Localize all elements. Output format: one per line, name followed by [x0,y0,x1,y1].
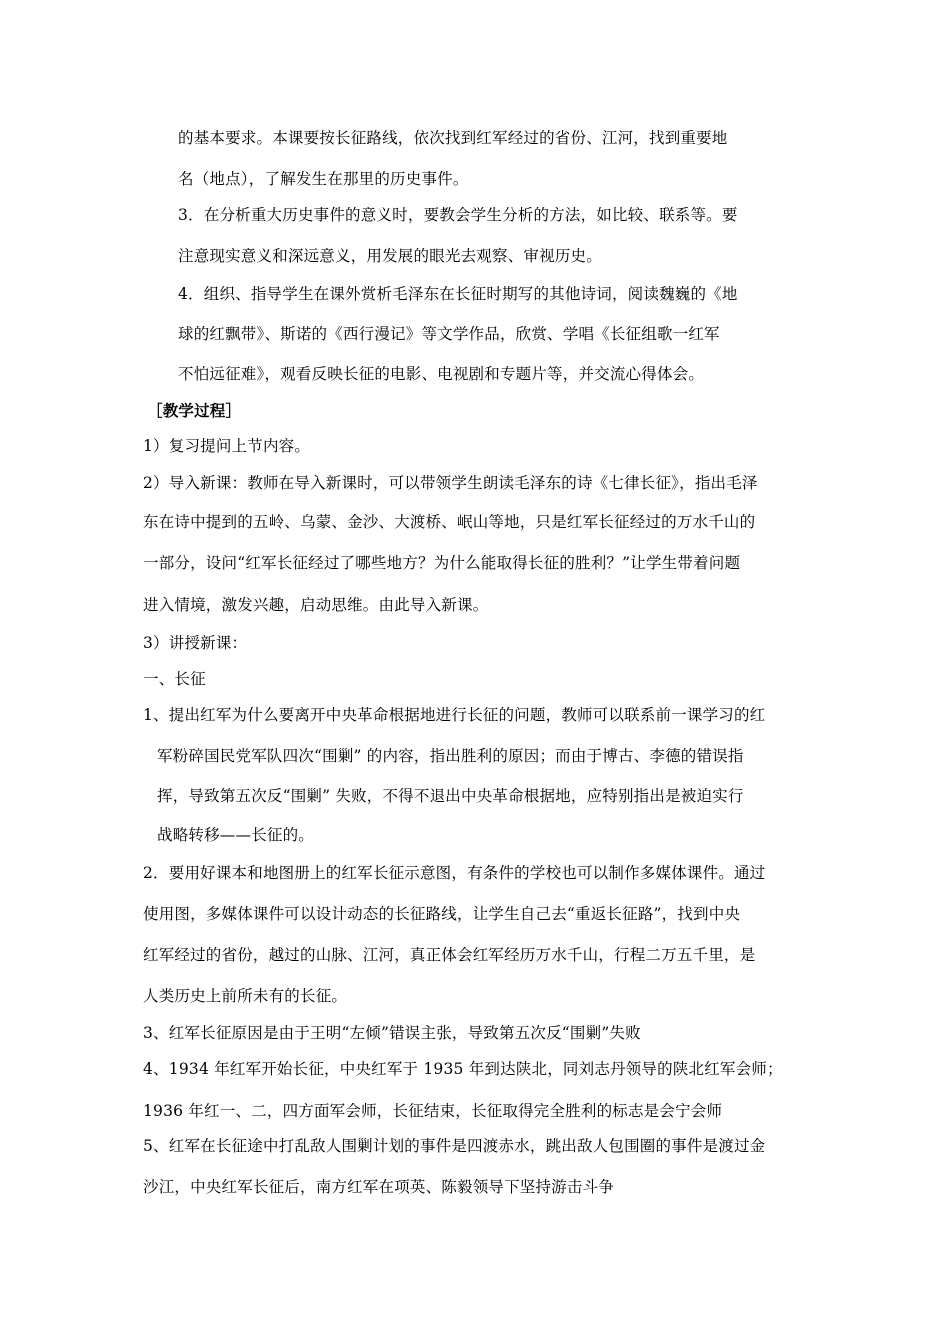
intro-line-3: 3．在分析重大历史事件的意义时，要教会学生分析的方法，如比较、联系等。要 [178,206,738,224]
process-line-8: 1、提出红军为什么要离开中央革命根据地进行长征的问题，教师可以联系前一课学习的红 [143,706,766,724]
process-line-2: 2）导入新课：教师在导入新课时，可以带领学生朗读毛泽东的诗《七律长征》，指出毛泽 [143,474,758,492]
intro-line-5: 4．组织、指导学生在课外赏析毛泽东在长征时期写的其他诗词，阅读魏巍的《地 [178,285,738,303]
process-line-19: 5、红军在长征途中打乱敌人围剿计划的事件是四渡赤水，跳出敌人包围圈的事件是渡过金 [143,1137,766,1155]
process-line-17: 4、1934 年红军开始长征，中央红军于 1935 年到达陕北，同刘志丹领导的陕北红军会师； [143,1060,783,1078]
process-line-9: 军粉碎国民党军队四次“围剿” 的内容，指出胜利的原因；而由于博古、李德的错误指 [157,747,744,765]
process-line-5: 进入情境，激发兴趣，启动思维。由此导入新课。 [143,596,489,614]
process-line-3: 东在诗中提到的五岭、乌蒙、金沙、大渡桥、岷山等地，只是红军长征经过的万水千山的 [143,513,756,531]
process-line-11: 战略转移——长征的。 [157,826,315,844]
process-line-6: 3）讲授新课： [143,634,248,652]
section-heading: ［教学过程］ [147,401,242,420]
process-line-16: 3、红军长征原因是由于王明“左倾”错误主张，导致第五次反“围剿”失败 [143,1024,641,1042]
intro-line-6: 球的红飘带》、斯诺的《西行漫记》等文学作品，欣赏、学唱《长征组歌一红军 [178,325,720,343]
process-line-15: 人类历史上前所未有的长征。 [143,987,348,1005]
process-line-4: 一部分，设问“红军长征经过了哪些地方？为什么能取得长征的胜利？”让学生带着问题 [143,554,741,572]
process-line-1: 1）复习提问上节内容。 [143,437,311,455]
intro-line-1: 的基本要求。本课要按长征路线，依次找到红军经过的省份、江河，找到重要地 [178,129,728,147]
process-line-20: 沙江，中央红军长征后，南方红军在项英、陈毅领导下坚持游击斗争 [143,1178,615,1196]
process-line-13: 使用图，多媒体课件可以设计动态的长征路线，让学生自己去“重返长征路”，找到中央 [143,905,741,923]
process-line-12: 2．要用好课本和地图册上的红军长征示意图，有条件的学校也可以制作多媒体课件。通过 [143,864,766,882]
process-line-18: 1936 年红一、二，四方面军会师，长征结束，长征取得完全胜利的标志是会宁会师 [143,1102,723,1120]
process-line-14: 红军经过的省份，越过的山脉、江河，真正体会红军经历万水千山，行程二万五千里，是 [143,946,756,964]
intro-line-2: 名（地点），了解发生在那里的历史事件。 [178,170,469,188]
process-line-7: 一、长征 [143,670,206,688]
process-line-10: 挥，导致第五次反“围剿” 失败，不得不退出中央革命根据地，应特别指出是被迫实行 [157,787,744,805]
intro-line-4: 注意现实意义和深远意义，用发展的眼光去观察、审视历史。 [178,247,602,265]
intro-line-7: 不怕远征难》，观看反映长征的电影、电视剧和专题片等，并交流心得体会。 [178,365,705,383]
